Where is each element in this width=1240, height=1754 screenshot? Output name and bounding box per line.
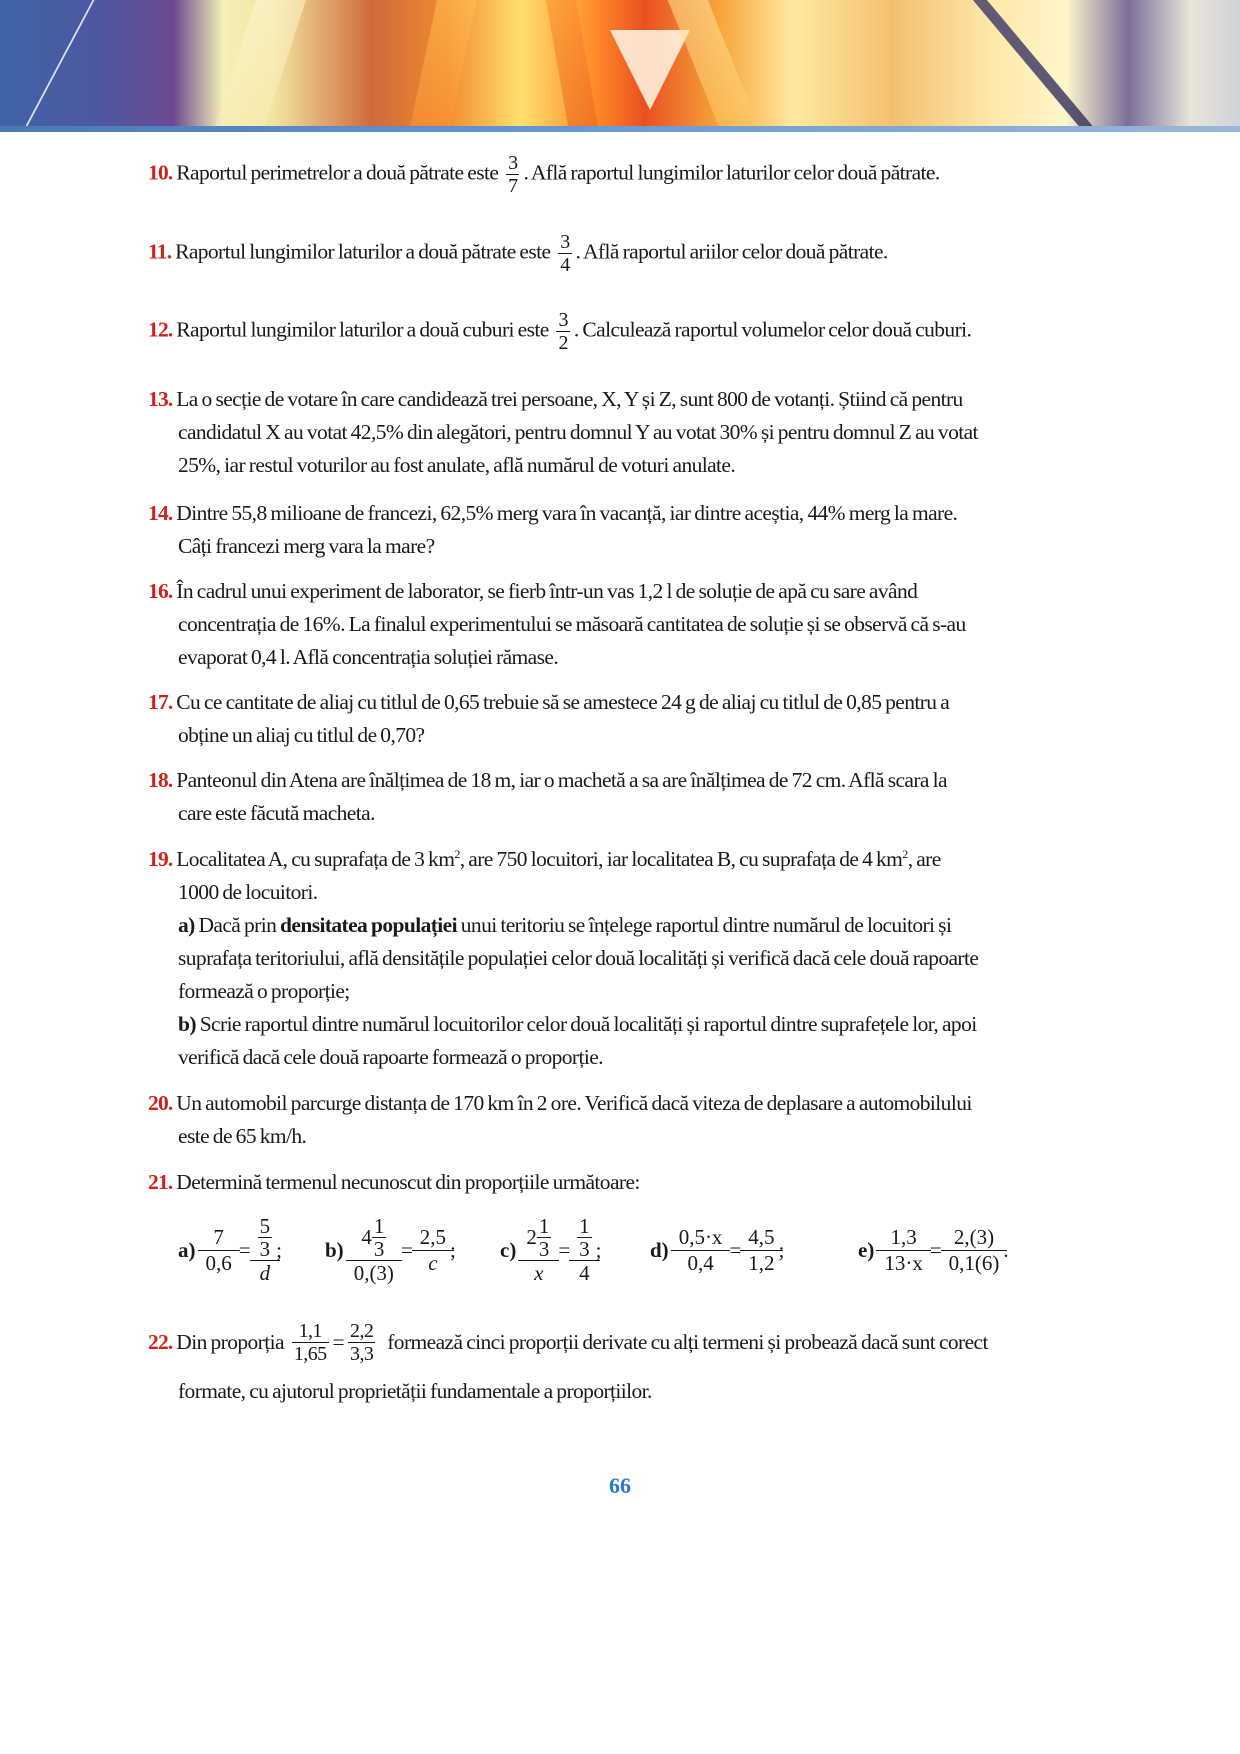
numerator bbox=[522, 1215, 555, 1260]
exercise-text: este de 65 km/h. bbox=[178, 1124, 307, 1148]
exercise-text: Scrie raportul dintre numărul locuitorilor celor două localități și raportul dintre suprafețele lor, apoi bbox=[199, 1012, 977, 1036]
exercise-text: unui teritoriu se înțelege raportul dintre numărul de locuitori și bbox=[460, 913, 952, 937]
exercise-number: 20. bbox=[148, 1091, 173, 1115]
exercise-21 bbox=[148, 1166, 1094, 1199]
exercise-text: candidatul X au votat 42,5% din alegători, pentru domnul Y au votat 30% și pentru domnul Z au votat bbox=[178, 420, 978, 444]
exercise-20 bbox=[148, 1087, 1094, 1153]
exercise-text: , are 750 locuitori, iar localitatea B, cu suprafața de 4 km bbox=[459, 847, 903, 871]
fraction bbox=[350, 1215, 398, 1286]
exercise-text: Cu ce cantitate de aliaj cu titlul de 0,65 trebuie să se amestece 24 g de aliaj cu titlul de 0,85 pentru a bbox=[176, 690, 950, 714]
exercise-text: Determină termenul necunoscut din proporțiile următoare: bbox=[176, 1170, 640, 1194]
item-label: c) bbox=[500, 1237, 517, 1262]
fraction bbox=[416, 1225, 450, 1276]
exercise-text: 25%, iar restul voturilor au fost anulate, află numărul de voturi anulate. bbox=[178, 453, 736, 477]
exercise-number: 21. bbox=[148, 1170, 173, 1194]
item-label: e) bbox=[858, 1237, 875, 1262]
denominator: 0,6 bbox=[198, 1250, 240, 1276]
punctuation: ; bbox=[450, 1237, 456, 1262]
denominator: 3 bbox=[259, 1236, 271, 1261]
exercise-11 bbox=[148, 231, 1094, 276]
numerator: 7 bbox=[213, 1224, 224, 1249]
exercise-text: verifică dacă cele două rapoarte formează o proporție. bbox=[178, 1045, 603, 1069]
exercise-text: obține un aliaj cu titlul de 0,70? bbox=[178, 723, 425, 747]
exercise-text: Raportul lungimilor laturilor a două cuburi este bbox=[176, 317, 549, 342]
denominator: 1,2 bbox=[740, 1250, 782, 1276]
exercise-10 bbox=[148, 152, 1094, 197]
fraction bbox=[556, 309, 569, 354]
exercise-text: . Calculează raportul volumelor celor două cuburi. bbox=[573, 317, 972, 342]
exercise-text: La o secție de votare în care candidează trei persoane, X, Y și Z, sunt 800 de votanți. Știind că pentru bbox=[176, 387, 963, 411]
denominator: 0,4 bbox=[671, 1250, 731, 1276]
whole-part: 2 bbox=[526, 1224, 537, 1249]
key-term: densitatea populației bbox=[280, 913, 457, 937]
proportion-c bbox=[500, 1200, 602, 1300]
exercise-text: care este făcută macheta. bbox=[178, 801, 375, 825]
exercise-text: Un automobil parcurge distanța de 170 km în 2 ore. Verifică dacă viteza de deplasare a automobilului bbox=[176, 1091, 972, 1115]
punctuation: ; bbox=[778, 1237, 785, 1262]
exercise-text: . Află raportul lungimilor laturilor celor două pătrate. bbox=[523, 160, 940, 185]
exercise-number: 16. bbox=[148, 579, 173, 603]
denominator: 2 bbox=[558, 332, 568, 354]
header-accent-strip bbox=[0, 126, 1240, 132]
numerator: 0,5·x bbox=[678, 1224, 723, 1249]
exercise-text: concentrația de 16%. La finalul experimentului se măsoară cantitatea de soluție și se observă că s-au bbox=[178, 612, 966, 636]
exercise-text: Raportul lungimilor laturilor a două pătrate este bbox=[175, 239, 551, 264]
exercise-text: Dacă prin bbox=[198, 913, 277, 937]
item-label: a) bbox=[178, 1237, 196, 1262]
numerator: 1 bbox=[373, 1213, 385, 1238]
denominator: 3 bbox=[373, 1236, 385, 1261]
numerator: 3 bbox=[558, 309, 568, 331]
exercise-text: Raportul perimetrelor a două pătrate este bbox=[176, 160, 499, 185]
denominator: x bbox=[518, 1260, 559, 1286]
exercise-number: 22. bbox=[148, 1330, 173, 1354]
proportion-d bbox=[650, 1200, 784, 1300]
item-label: b) bbox=[325, 1237, 344, 1262]
numerator: 3 bbox=[508, 152, 518, 174]
punctuation: ; bbox=[276, 1237, 282, 1262]
numerator: 3 bbox=[560, 231, 570, 253]
exercise-number: 12. bbox=[148, 317, 173, 342]
fraction bbox=[348, 1320, 375, 1365]
proportion-e bbox=[858, 1200, 1009, 1300]
exercise-text: formează cinci proporții derivate cu alți termeni și probează dacă sunt corect bbox=[387, 1330, 988, 1354]
numerator: 5 bbox=[259, 1213, 271, 1238]
equals-sign: = bbox=[238, 1237, 251, 1262]
denominator: 4 bbox=[569, 1260, 600, 1286]
proportion-list bbox=[178, 1200, 1078, 1300]
exercise-number: 10. bbox=[148, 160, 173, 185]
exercise-number: 19. bbox=[148, 847, 173, 871]
numerator: 1,3 bbox=[890, 1224, 917, 1249]
denominator: 3 bbox=[579, 1236, 590, 1261]
numerator: 1 bbox=[579, 1213, 590, 1238]
exercise-14 bbox=[148, 497, 1094, 563]
sub-question-b bbox=[148, 1008, 1094, 1041]
exercise-17 bbox=[148, 686, 1094, 752]
equals-sign: = bbox=[400, 1237, 413, 1262]
mixed-number bbox=[526, 1215, 551, 1260]
denominator: 0,1(6) bbox=[941, 1250, 1008, 1276]
exercise-22 bbox=[148, 1320, 1094, 1408]
superscript: 2 bbox=[454, 846, 460, 861]
fraction bbox=[744, 1225, 778, 1276]
sub-label: b) bbox=[178, 1012, 196, 1036]
exercise-19 bbox=[148, 843, 1094, 1074]
exercise-text: Din proporția bbox=[176, 1330, 284, 1354]
fraction bbox=[675, 1225, 727, 1276]
fraction bbox=[577, 1215, 592, 1260]
exercise-text: Dintre 55,8 milioane de francezi, 62,5% merg vara în vacanță, iar dintre aceștia, 44% merg la mare. bbox=[176, 501, 958, 525]
denominator: c bbox=[412, 1250, 454, 1276]
exercise-text: , are bbox=[907, 847, 941, 871]
punctuation: ; bbox=[595, 1237, 602, 1262]
exercise-text: Localitatea A, cu suprafața de 3 km bbox=[176, 847, 455, 871]
whole-part: 4 bbox=[361, 1224, 372, 1249]
fraction bbox=[537, 1215, 552, 1260]
exercise-text: formează o proporție; bbox=[178, 979, 350, 1003]
exercise-number: 11. bbox=[148, 239, 172, 264]
numerator bbox=[254, 1215, 277, 1260]
exercise-text: evaporat 0,4 l. Află concentrația soluției rămase. bbox=[178, 645, 559, 669]
page-number: 66 bbox=[609, 1473, 631, 1498]
equals-sign: = bbox=[729, 1237, 742, 1262]
proportion-a bbox=[178, 1200, 282, 1300]
fraction bbox=[522, 1215, 555, 1286]
sub-question-a bbox=[148, 909, 1094, 942]
numerator: 2,(3) bbox=[953, 1224, 995, 1249]
numerator: 2,2 bbox=[350, 1320, 374, 1342]
exercise-text: Câți francezi merg vara la mare? bbox=[178, 534, 435, 558]
denominator: 13·x bbox=[876, 1250, 931, 1276]
exercise-18 bbox=[148, 764, 1094, 830]
equals-sign: = bbox=[332, 1330, 345, 1354]
fraction bbox=[558, 231, 571, 276]
exercise-text: . Află raportul ariilor celor două pătrate. bbox=[575, 239, 888, 264]
numerator: 1 bbox=[538, 1213, 550, 1238]
denominator: d bbox=[250, 1260, 281, 1286]
header-banner-image bbox=[0, 0, 1240, 128]
fraction bbox=[573, 1215, 596, 1286]
exercise-number: 17. bbox=[148, 690, 173, 714]
item-label: d) bbox=[650, 1237, 669, 1262]
fraction bbox=[254, 1215, 277, 1286]
numerator: 2,5 bbox=[419, 1224, 447, 1249]
numerator: 4,5 bbox=[748, 1224, 775, 1249]
denominator: 0,(3) bbox=[346, 1260, 402, 1286]
numerator bbox=[573, 1215, 596, 1260]
fraction bbox=[202, 1225, 236, 1276]
exercise-number: 18. bbox=[148, 768, 173, 792]
exercise-text: În cadrul unui experiment de laborator, se fierb într-un vas 1,2 l de soluție de apă cu sare având bbox=[176, 579, 918, 603]
equals-sign: = bbox=[558, 1237, 571, 1262]
denominator: 4 bbox=[560, 254, 570, 276]
fraction bbox=[372, 1215, 387, 1260]
equals-sign: = bbox=[929, 1237, 942, 1262]
superscript: 2 bbox=[902, 846, 908, 861]
denominator: 3 bbox=[538, 1236, 550, 1261]
punctuation: . bbox=[1003, 1237, 1009, 1262]
fraction bbox=[880, 1225, 927, 1276]
exercise-text: Panteonul din Atena are înălțimea de 18 m, iar o machetă a sa are înălțimea de 72 cm. Află scara la bbox=[176, 768, 947, 792]
mixed-number bbox=[361, 1215, 386, 1260]
denominator: 3,3 bbox=[350, 1343, 374, 1365]
denominator: 7 bbox=[508, 175, 518, 197]
exercise-13 bbox=[148, 383, 1094, 482]
sub-label: a) bbox=[178, 913, 195, 937]
denominator: 1,65 bbox=[293, 1343, 327, 1365]
fraction bbox=[258, 1215, 273, 1260]
exercise-number: 14. bbox=[148, 501, 173, 525]
exercise-12 bbox=[148, 309, 1094, 354]
fraction bbox=[945, 1225, 1004, 1276]
numerator: 1,1 bbox=[298, 1320, 322, 1342]
exercise-text: 1000 de locuitori. bbox=[178, 880, 318, 904]
exercise-16 bbox=[148, 575, 1094, 674]
exercise-number: 13. bbox=[148, 387, 173, 411]
numerator bbox=[357, 1215, 390, 1260]
fraction bbox=[292, 1320, 329, 1365]
exercise-text: suprafața teritoriului, află densitățile populației celor două localități și verifică dacă cele două rapoarte bbox=[178, 946, 979, 970]
exercise-text: formate, cu ajutorul proprietății fundamentale a proporțiilor. bbox=[178, 1379, 652, 1403]
proportion-b bbox=[325, 1200, 456, 1300]
fraction bbox=[506, 152, 519, 197]
